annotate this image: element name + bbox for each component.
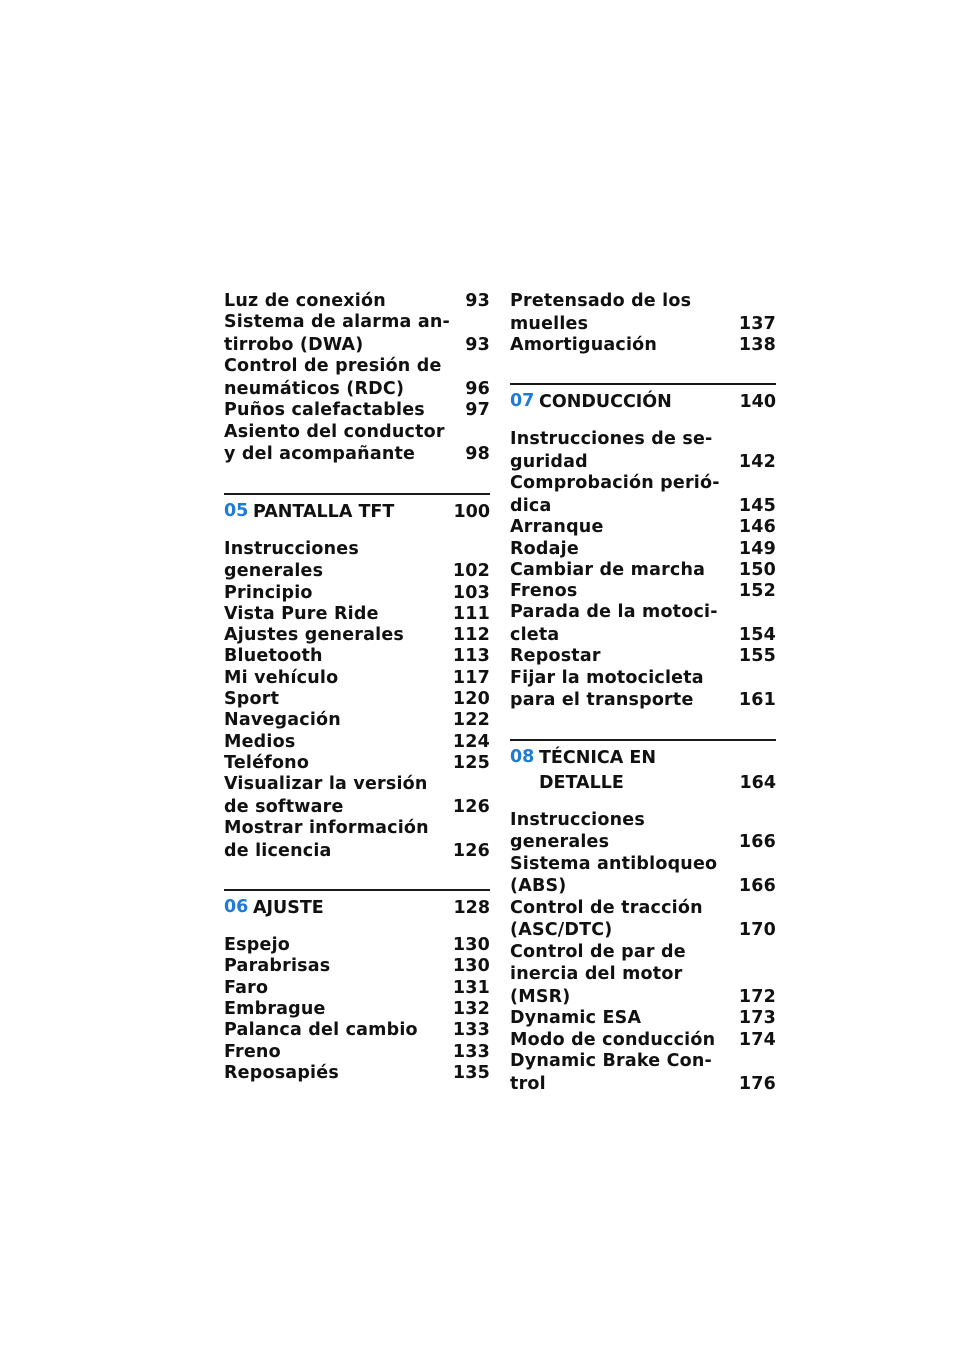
toc-group — [510, 291, 776, 356]
toc-page-number: 138 — [738, 334, 776, 355]
toc-entry-title: Mi vehículo — [224, 667, 339, 688]
toc-entry-title: tirrobo (DWA) — [224, 334, 364, 355]
toc-page-number: 103 — [452, 582, 490, 603]
toc-page-number: 161 — [738, 690, 776, 711]
toc-entry-title: Medios — [224, 731, 296, 752]
toc-entry[interactable] — [224, 604, 490, 625]
toc-entry-title: Sistema antibloqueo — [510, 853, 718, 874]
toc-entry-title: cleta — [510, 625, 560, 646]
toc-entry[interactable] — [510, 517, 776, 538]
toc-page-number: 142 — [738, 451, 776, 472]
toc-entry[interactable] — [510, 1030, 776, 1051]
toc-page-number: 154 — [738, 625, 776, 646]
toc-entry-title: Rodaje — [510, 538, 579, 559]
toc-entry-title: Vista Pure Ride — [224, 603, 379, 624]
toc-entry-title: Navegación — [224, 710, 341, 731]
toc-entry[interactable] — [510, 602, 776, 646]
toc-entry[interactable] — [224, 818, 490, 862]
toc-entry-title: Puños calefactables — [224, 400, 425, 421]
toc-entry[interactable] — [224, 732, 490, 753]
toc-entry[interactable] — [510, 668, 776, 712]
toc-entry-title: Comprobación perió- — [510, 473, 720, 494]
toc-entry-title: Instrucciones — [510, 809, 645, 830]
toc-entry[interactable] — [224, 774, 490, 818]
toc-entry[interactable] — [510, 854, 776, 898]
section-06 — [224, 889, 490, 1084]
toc-entry[interactable] — [224, 625, 490, 646]
section-divider — [510, 383, 776, 385]
toc-page-number: 166 — [738, 876, 776, 897]
section-page-number: 140 — [739, 392, 776, 413]
toc-entry-title: dica — [510, 495, 552, 516]
toc-entry-title: Cambiar de marcha — [510, 559, 706, 580]
toc-entry-title: Asiento del conductor — [224, 421, 445, 442]
toc-entry[interactable] — [224, 356, 490, 400]
toc-entry-title: Reposapiés — [224, 1062, 339, 1083]
toc-entry-title: Dynamic Brake Con- — [510, 1050, 712, 1071]
toc-entry[interactable] — [224, 1020, 490, 1041]
toc-entry[interactable] — [510, 1051, 776, 1095]
toc-page-number: 122 — [452, 710, 490, 731]
toc-page-number: 93 — [465, 334, 490, 355]
section-05 — [224, 493, 490, 863]
toc-entry-title: inercia del motor — [510, 964, 683, 985]
toc-entry-title: de software — [224, 796, 344, 817]
toc-entry[interactable] — [224, 1063, 490, 1084]
toc-entry-title: Mostrar información — [224, 818, 429, 839]
toc-entry-title: Sport — [224, 689, 280, 710]
toc-page-number: 96 — [465, 378, 490, 399]
section-07 — [510, 383, 776, 711]
toc-page-number: 132 — [452, 999, 490, 1020]
toc-page-number: 113 — [452, 646, 490, 667]
toc-entry-title: Repostar — [510, 646, 601, 667]
toc-entry[interactable] — [510, 560, 776, 581]
toc-right-column — [510, 291, 776, 1095]
toc-entry[interactable] — [224, 539, 490, 583]
toc-entry[interactable] — [510, 429, 776, 473]
toc-entry-title: muelles — [510, 313, 589, 334]
toc-entry[interactable] — [510, 581, 776, 602]
toc-entry[interactable] — [224, 291, 490, 312]
toc-entry-title: neumáticos (RDC) — [224, 378, 405, 399]
toc-entry-title: generales — [224, 561, 324, 582]
toc-page-number: 133 — [452, 1020, 490, 1041]
toc-page-number: 172 — [738, 987, 776, 1008]
toc-entry[interactable] — [224, 999, 490, 1020]
toc-page-number: 126 — [452, 796, 490, 817]
toc-page-number: 146 — [738, 517, 776, 538]
toc-entry[interactable] — [510, 942, 776, 1009]
toc-entry-title: Visualizar la versión — [224, 774, 428, 795]
toc-entry-title: Espejo — [224, 935, 290, 956]
toc-page-number: 137 — [738, 313, 776, 334]
toc-entry-title: Pretensado de los — [510, 291, 692, 311]
section-08 — [510, 739, 776, 1095]
section-number: 05 — [224, 500, 249, 521]
section-divider — [510, 739, 776, 741]
toc-entry[interactable] — [224, 422, 490, 466]
toc-entry-title: Modo de conducción — [510, 1029, 716, 1050]
toc-entry-title: generales — [510, 832, 610, 853]
toc-entry-title: Control de par de — [510, 941, 686, 962]
section-heading[interactable] — [224, 897, 490, 919]
toc-page-number: 130 — [452, 935, 490, 956]
toc-page-number: 98 — [465, 444, 490, 465]
toc-entry[interactable] — [224, 668, 490, 689]
toc-page-number: 145 — [738, 495, 776, 516]
toc-entry[interactable] — [224, 583, 490, 604]
toc-entry[interactable] — [510, 539, 776, 560]
section-title: AJUSTE — [253, 898, 324, 919]
toc-entry-title: Freno — [224, 1041, 281, 1062]
toc-entry[interactable] — [224, 935, 490, 956]
toc-entry-title: guridad — [510, 451, 588, 472]
toc-page-number: 133 — [452, 1041, 490, 1062]
toc-page-number: 150 — [738, 559, 776, 580]
section-title: CONDUCCIÓN — [539, 392, 672, 413]
section-number: 06 — [224, 897, 249, 918]
toc-entry-title: Ajustes generales — [224, 625, 405, 646]
toc-page-number: 97 — [465, 400, 490, 421]
toc-entry[interactable] — [510, 898, 776, 942]
toc-entry-title: Bluetooth — [224, 646, 323, 667]
section-heading[interactable] — [510, 747, 776, 794]
toc-entry[interactable] — [224, 400, 490, 421]
toc-entry-title: para el transporte — [510, 690, 694, 711]
section-heading[interactable] — [224, 501, 490, 523]
section-page-number: 100 — [453, 501, 490, 522]
toc-entry[interactable] — [224, 689, 490, 710]
section-title: PANTALLA TFT — [253, 501, 395, 522]
toc-entry-title: Arranque — [510, 517, 604, 538]
section-heading[interactable] — [510, 391, 776, 413]
section-number: 07 — [510, 391, 535, 412]
toc-entry[interactable] — [510, 291, 776, 335]
toc-entry-title: Embrague — [224, 999, 326, 1020]
section-divider — [224, 889, 490, 891]
toc-entry-title: (ABS) — [510, 876, 567, 897]
section-divider — [224, 493, 490, 495]
toc-entry-title: Parada de la motoci- — [510, 602, 718, 623]
toc-entry-title: Amortiguación — [510, 334, 658, 355]
section-page-number: 164 — [739, 772, 776, 793]
toc-entry-title: (ASC/DTC) — [510, 920, 613, 941]
toc-entry-title: Palanca del cambio — [224, 1020, 418, 1041]
toc-page-number: 130 — [452, 956, 490, 977]
toc-entry[interactable] — [510, 473, 776, 517]
toc-page-number: 112 — [452, 625, 490, 646]
toc-page-number: 152 — [738, 581, 776, 602]
toc-page-number: 125 — [452, 752, 490, 773]
toc-page-number: 120 — [452, 689, 490, 710]
toc-entry[interactable] — [224, 956, 490, 977]
toc-entry-title: Frenos — [510, 581, 578, 602]
toc-page-number: 149 — [738, 538, 776, 559]
toc-entry-title: Fijar la motocicleta — [510, 667, 704, 688]
toc-page-number: 176 — [738, 1073, 776, 1094]
toc-entry-title: trol — [510, 1073, 546, 1094]
toc-group — [224, 291, 490, 466]
toc-entry[interactable] — [510, 335, 776, 356]
toc-page-number: 131 — [452, 977, 490, 998]
toc-entry[interactable] — [510, 646, 776, 667]
toc-entry-title: Control de tracción — [510, 897, 703, 918]
section-title: TÉCNICA EN — [539, 747, 656, 768]
toc-entry[interactable] — [224, 978, 490, 999]
toc-left-column — [224, 291, 490, 1084]
section-number: 08 — [510, 746, 535, 767]
toc-entry[interactable] — [224, 710, 490, 731]
toc-page-number: 155 — [738, 646, 776, 667]
toc-entry[interactable] — [224, 312, 490, 356]
toc-page-number: 111 — [452, 603, 490, 624]
toc-entry[interactable] — [224, 753, 490, 774]
toc-entry-title: Dynamic ESA — [510, 1008, 642, 1029]
toc-entry-title: Principio — [224, 582, 313, 603]
toc-entry-title: y del acompañante — [224, 444, 416, 465]
toc-entry[interactable] — [510, 1008, 776, 1029]
toc-entry-title: Instrucciones — [224, 538, 359, 559]
toc-page-number: 93 — [465, 291, 490, 311]
toc-entry-title: Control de presión de — [224, 356, 442, 377]
toc-page-number: 117 — [452, 667, 490, 688]
toc-page-number: 170 — [738, 920, 776, 941]
section-title: DETALLE — [539, 772, 624, 793]
toc-page-number: 174 — [738, 1029, 776, 1050]
toc-entry[interactable] — [510, 810, 776, 854]
toc-entry[interactable] — [224, 1042, 490, 1063]
section-page-number: 128 — [453, 898, 490, 919]
toc-entry-title: Parabrisas — [224, 956, 331, 977]
toc-entry-title: de licencia — [224, 840, 332, 861]
toc-page-number: 166 — [738, 832, 776, 853]
toc-page-number: 173 — [738, 1008, 776, 1029]
toc-page-number: 135 — [452, 1062, 490, 1083]
toc-page-number: 126 — [452, 840, 490, 861]
toc-entry-title: Instrucciones de se- — [510, 429, 713, 450]
toc-entry-title: (MSR) — [510, 987, 571, 1008]
toc-page-number: 124 — [452, 731, 490, 752]
toc-entry-title: Teléfono — [224, 752, 310, 773]
toc-entry-title: Faro — [224, 977, 269, 998]
toc-entry-title: Luz de conexión — [224, 291, 386, 311]
toc-entry-title: Sistema de alarma an- — [224, 312, 450, 333]
toc-entry[interactable] — [224, 646, 490, 667]
toc-page-number: 102 — [452, 561, 490, 582]
